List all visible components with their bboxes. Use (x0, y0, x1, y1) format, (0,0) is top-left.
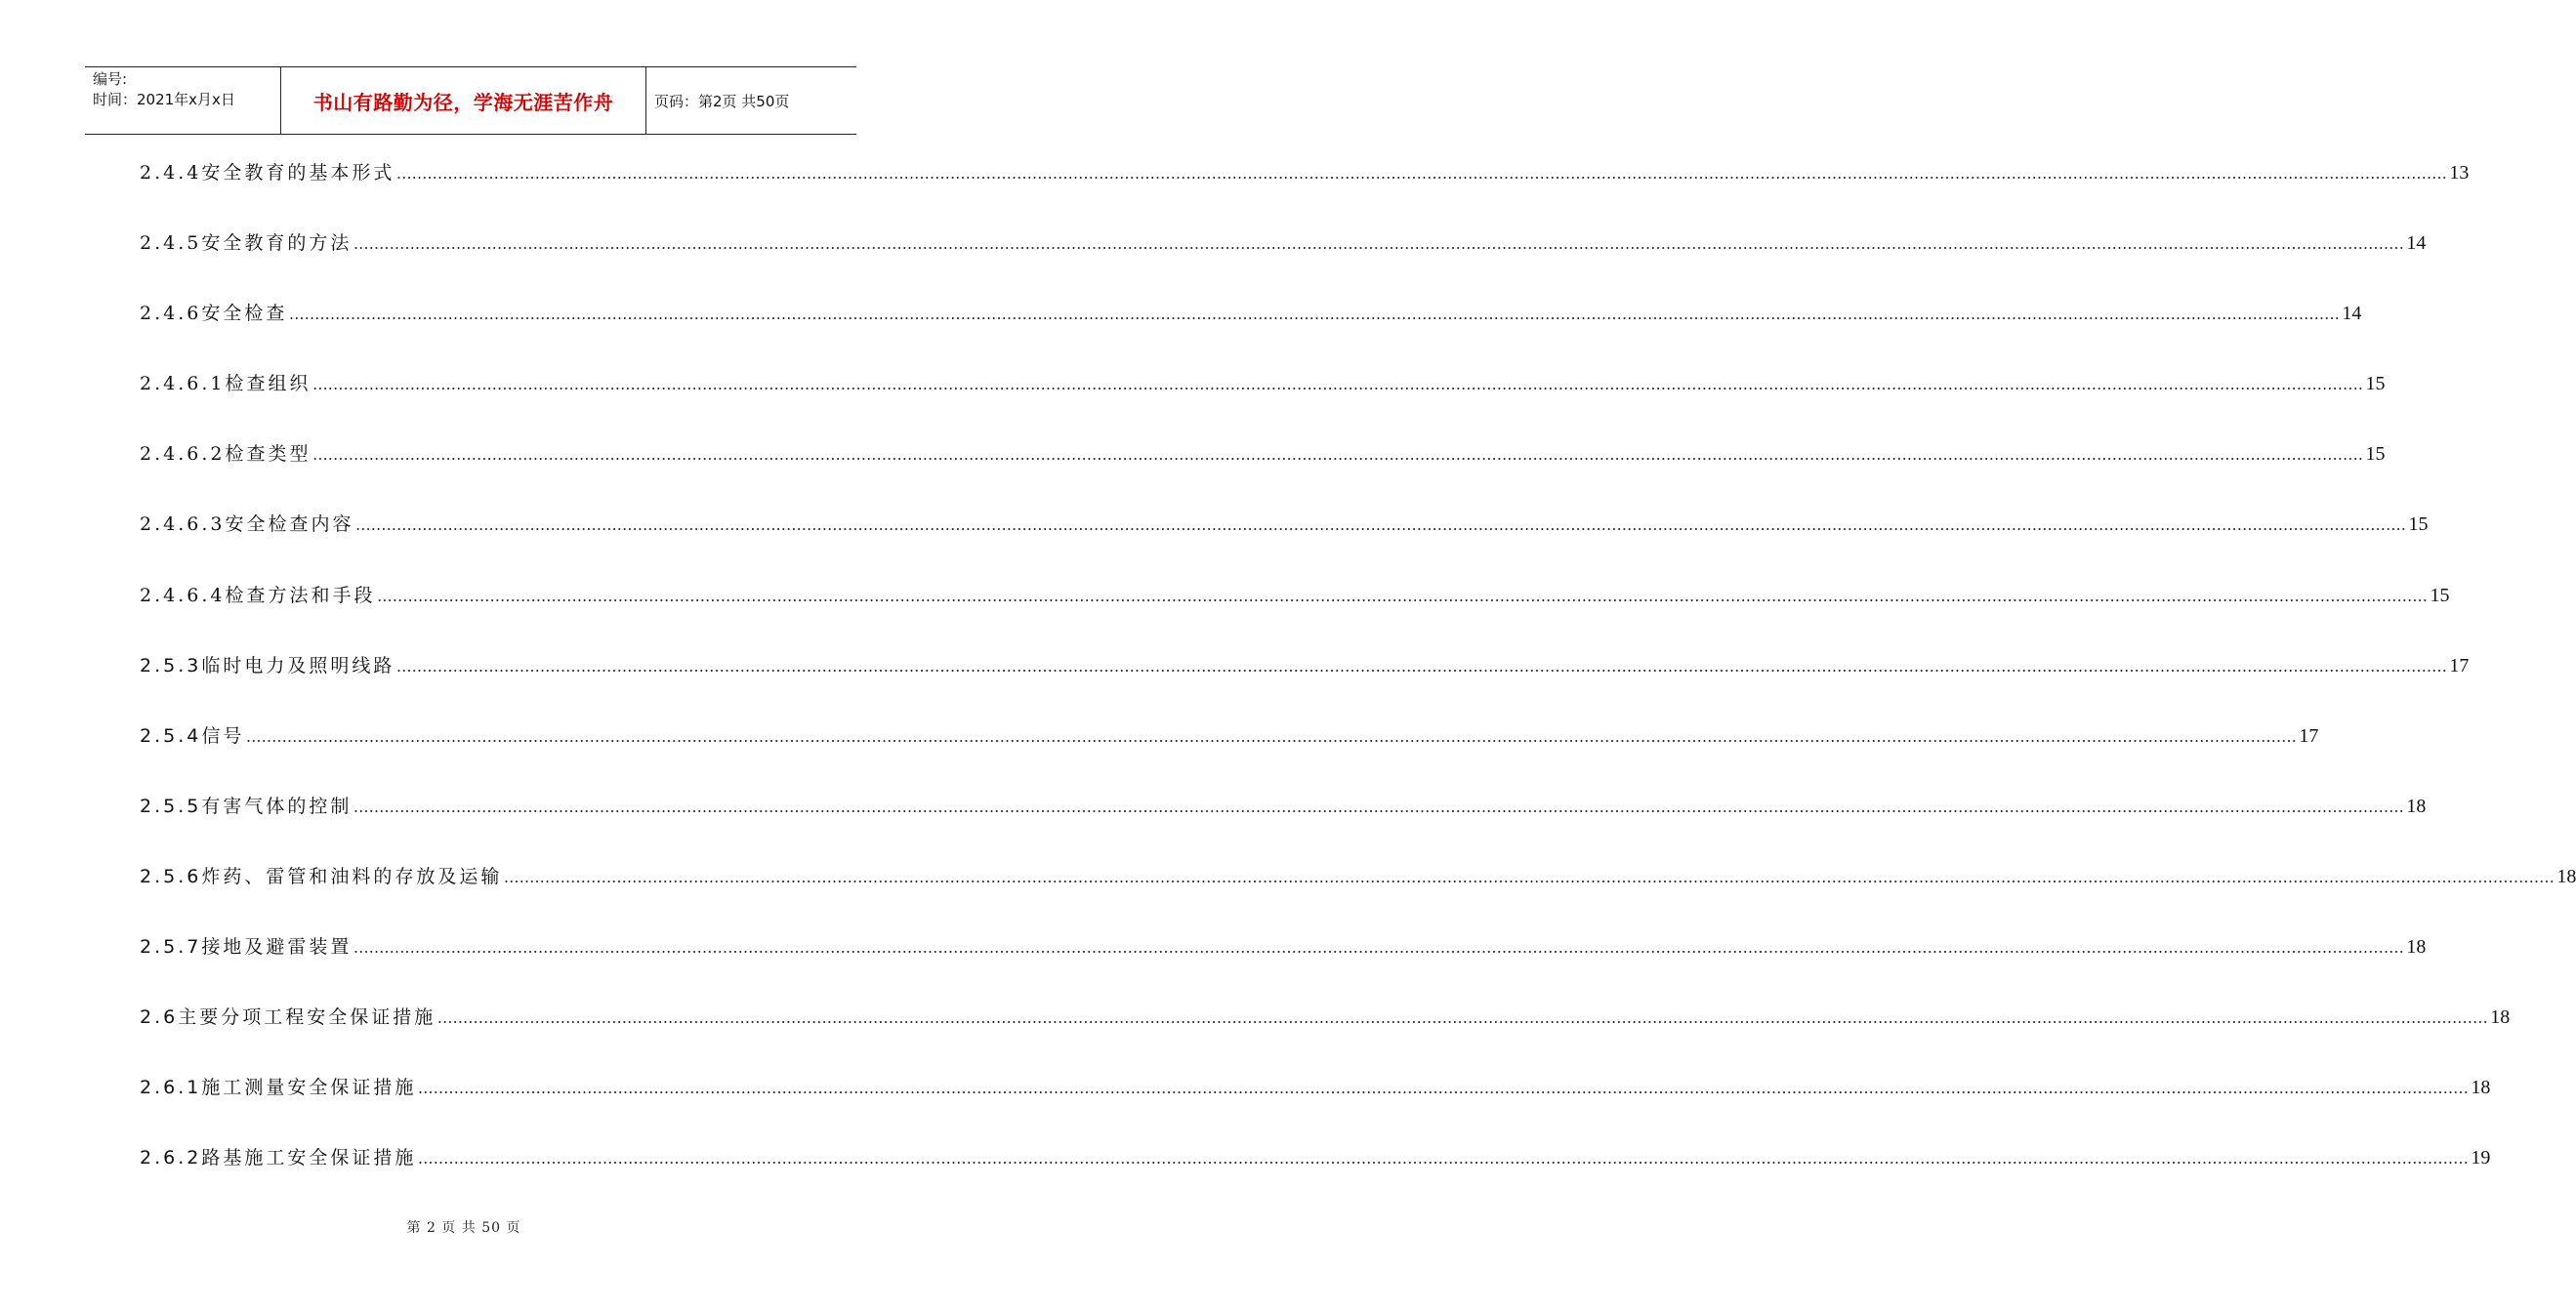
toc-entry-title: 2.5.5有害气体的控制 (140, 795, 353, 817)
toc-entry[interactable] (140, 1073, 2491, 1143)
toc-entry-title: 2.4.6.4检查方法和手段 (140, 584, 376, 606)
toc-entry-title: 2.5.3临时电力及照明线路 (140, 654, 395, 676)
toc-entry-title: 2.5.6炸药、雷管和油料的存放及运输 (140, 865, 503, 887)
toc-entry-page-number: 15 (2365, 443, 2386, 466)
toc-dot-leader: ................................................................................................................................................................................................................................................................................................................................................................................................................ (289, 305, 2341, 324)
toc-entry-page-number: 18 (2471, 1077, 2491, 1099)
toc-entry-page-number: 18 (2556, 865, 2576, 887)
toc-entry[interactable] (140, 1003, 2511, 1073)
toc-entry[interactable] (140, 228, 2427, 299)
toc-entry-page-number: 13 (2449, 162, 2470, 184)
toc-entry[interactable] (140, 932, 2427, 1003)
toc-entry[interactable] (140, 510, 2429, 580)
toc-entry-page-number: 15 (2365, 373, 2386, 395)
toc-dot-leader: ................................................................................................................................................................................................................................................................................................................................................................................................................ (437, 1008, 2489, 1028)
toc-entry-title: 2.5.7接地及避雷装置 (140, 936, 353, 959)
toc-entry-page-number: 18 (2406, 795, 2427, 817)
toc-entry-page-number: 15 (2408, 513, 2429, 536)
header-meta (85, 67, 281, 134)
toc-dot-leader: ................................................................................................................................................................................................................................................................................................................................................................................................................ (353, 938, 2405, 958)
toc-entry-title: 2.6主要分项工程安全保证措施 (140, 1006, 436, 1029)
toc-dot-leader: ................................................................................................................................................................................................................................................................................................................................................................................................................ (504, 867, 2555, 886)
document-time-label: 时间：2021年x月x日 (93, 91, 235, 108)
toc-dot-leader: ................................................................................................................................................................................................................................................................................................................................................................................................................ (355, 515, 2407, 535)
toc-dot-leader: ................................................................................................................................................................................................................................................................................................................................................................................................................ (312, 445, 2364, 465)
toc-dot-leader: ................................................................................................................................................................................................................................................................................................................................................................................................................ (418, 1149, 2470, 1168)
toc-entry-title: 2.4.6.3安全检查内容 (140, 513, 354, 536)
toc-entry-title: 2.4.6.2检查类型 (140, 443, 312, 466)
toc-entry-title: 2.5.4信号 (140, 724, 245, 747)
toc-dot-leader: ................................................................................................................................................................................................................................................................................................................................................................................................................ (377, 586, 2429, 605)
toc-entry-page-number: 14 (2406, 232, 2427, 255)
toc-entry-page-number: 19 (2471, 1147, 2491, 1169)
toc-entry-title: 2.4.4安全教育的基本形式 (140, 162, 395, 184)
toc-entry-page-number: 17 (2449, 654, 2470, 676)
toc-dot-leader: ................................................................................................................................................................................................................................................................................................................................................................................................................ (418, 1079, 2470, 1098)
toc-entry-page-number: 14 (2342, 303, 2362, 325)
header-page-info: 页码：第2页 共50页 (654, 92, 790, 110)
toc-entry[interactable] (140, 581, 2450, 651)
toc-entry-page-number: 18 (2406, 936, 2427, 959)
toc-entry[interactable] (140, 299, 2362, 369)
toc-dot-leader: ................................................................................................................................................................................................................................................................................................................................................................................................................ (246, 726, 2298, 746)
toc-entry-title: 2.4.6安全检查 (140, 303, 288, 325)
toc-entry[interactable] (140, 158, 2470, 228)
toc-entry[interactable] (140, 439, 2386, 510)
toc-entry-page-number: 15 (2430, 584, 2450, 606)
header-motto: 书山有路勤为径，学海无涯苦作舟 (281, 67, 646, 134)
toc-entry[interactable] (140, 721, 2319, 792)
toc-entry-title: 2.6.1施工测量安全保证措施 (140, 1077, 417, 1099)
page-header (85, 66, 856, 135)
toc-dot-leader: ................................................................................................................................................................................................................................................................................................................................................................................................................ (353, 234, 2405, 254)
document-number-label: 编号: (93, 70, 128, 88)
toc-dot-leader: ................................................................................................................................................................................................................................................................................................................................................................................................................ (312, 375, 2364, 394)
toc-dot-leader: ................................................................................................................................................................................................................................................................................................................................................................................................................ (353, 797, 2405, 816)
toc-entry-page-number: 18 (2490, 1006, 2511, 1029)
toc-entry[interactable] (140, 792, 2427, 862)
toc-entry-page-number: 17 (2299, 724, 2319, 747)
toc-entry[interactable] (140, 862, 2576, 932)
toc-entry[interactable] (140, 369, 2386, 439)
toc-entry-title: 2.4.5安全教育的方法 (140, 232, 353, 255)
toc-entry-title: 2.6.2路基施工安全保证措施 (140, 1147, 417, 1169)
toc-entry-title: 2.4.6.1检查组织 (140, 373, 312, 395)
toc-dot-leader: ................................................................................................................................................................................................................................................................................................................................................................................................................ (396, 164, 2448, 183)
page-footer: 第 2 页 共 50 页 (406, 1220, 521, 1236)
toc-dot-leader: ................................................................................................................................................................................................................................................................................................................................................................................................................ (396, 656, 2448, 676)
table-of-contents (140, 158, 2576, 1213)
toc-entry[interactable] (140, 651, 2470, 721)
toc-entry[interactable] (140, 1143, 2491, 1213)
